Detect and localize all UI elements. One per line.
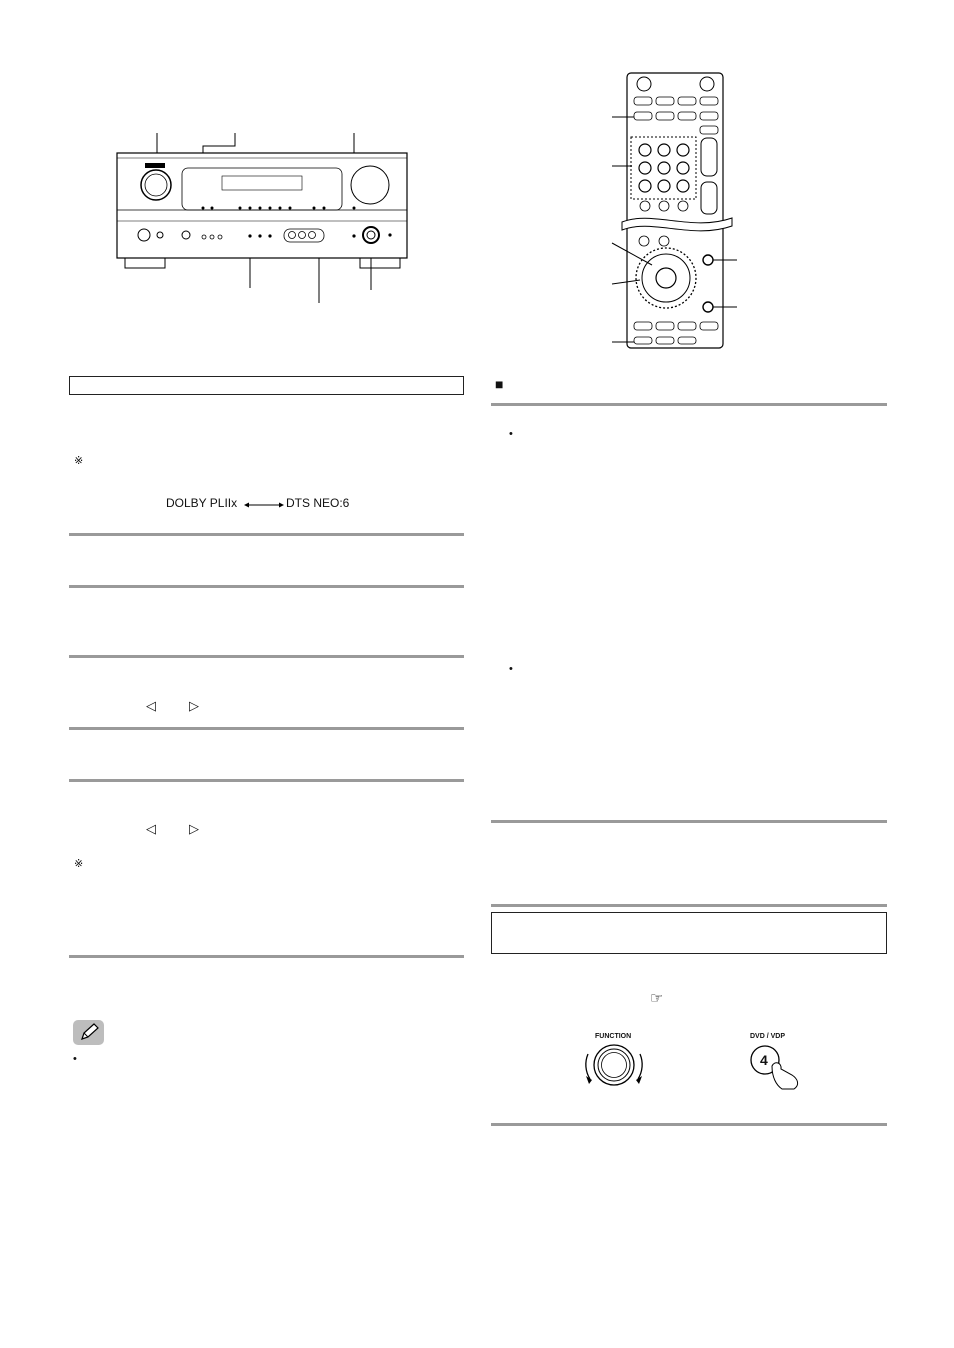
section-square-icon: ■ — [495, 376, 504, 392]
bullet: • — [73, 1053, 77, 1065]
divider — [491, 904, 887, 907]
surround-mode-a: DOLBY PLIIx — [166, 496, 238, 510]
note-pencil-icon — [73, 1020, 104, 1045]
remote-button-label: DVD / VDP — [750, 1033, 786, 1040]
divider — [491, 1123, 887, 1126]
reference-mark-icon: ※ — [74, 858, 84, 870]
divider — [69, 585, 464, 588]
remote-button-press-illustration — [748, 1033, 808, 1091]
remote-control-illustration — [612, 70, 742, 350]
pointing-hand-icon: ☞ — [650, 990, 664, 1007]
divider — [69, 533, 464, 536]
bullet: • — [509, 663, 513, 675]
surround-mode-toggle — [166, 496, 366, 512]
right-arrow-icon: ▷ — [189, 821, 199, 836]
function-dial-illustration — [576, 1032, 652, 1088]
left-arrow-icon: ◁ — [146, 821, 156, 836]
function-dial-label: FUNCTION — [595, 1033, 632, 1040]
divider — [491, 403, 887, 406]
divider — [491, 820, 887, 823]
divider — [69, 955, 464, 958]
left-arrow-icon: ◁ — [146, 698, 156, 713]
double-arrow-icon — [244, 502, 284, 508]
left-section-heading-box — [69, 376, 464, 395]
reference-mark-icon: ※ — [74, 455, 84, 467]
divider — [69, 779, 464, 782]
divider — [69, 655, 464, 658]
remote-button-number: 4 — [760, 1052, 768, 1068]
right-section-heading-box — [491, 912, 887, 954]
receiver-front-panel-illustration — [100, 128, 420, 308]
surround-mode-b: DTS NEO:6 — [286, 496, 350, 510]
bullet: • — [509, 428, 513, 440]
right-arrow-icon: ▷ — [189, 698, 199, 713]
divider — [69, 727, 464, 730]
